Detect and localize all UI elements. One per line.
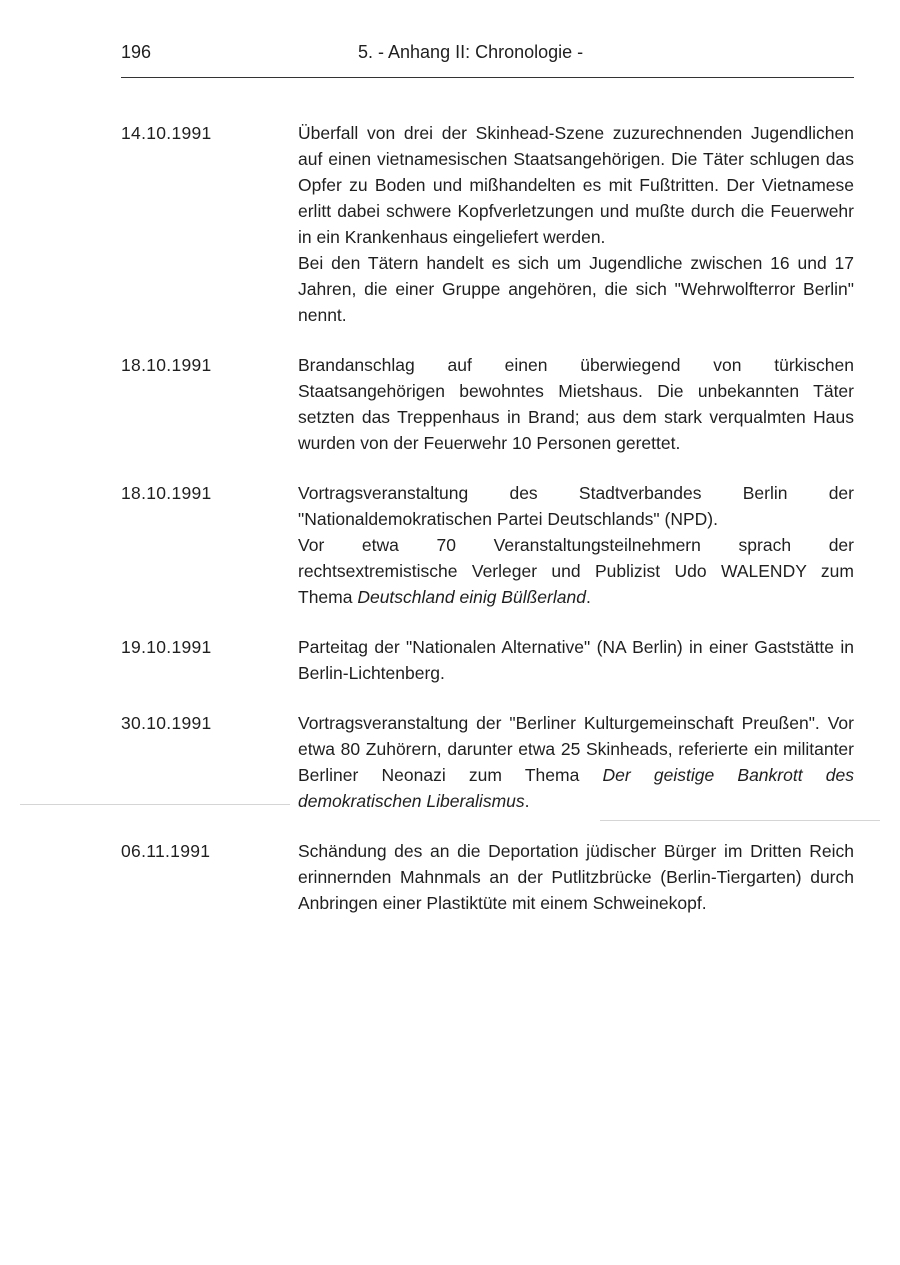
entry-date: 19.10.1991 <box>121 637 212 657</box>
lecture-topic: Deutschland einig Bülßerland <box>357 587 586 607</box>
paragraph-text: Parteitag der "Nationalen Alternative" (NA Berlin) in einer Gaststätte in Berlin-Lichtenberg. <box>298 637 854 683</box>
entry-date: 18.10.1991 <box>121 355 212 375</box>
chronology-list <box>121 120 854 940</box>
entry-description <box>298 480 854 610</box>
entry-description <box>298 352 854 456</box>
entry-description <box>298 120 854 328</box>
chronology-entry <box>121 120 854 328</box>
paragraph-tail: . <box>524 791 530 811</box>
chronology-entry <box>121 634 854 686</box>
paragraph-text: Schändung des an die Deportation jüdischer Bürger im Dritten Reich erinnernden Mahnmals an der Putlitzbrücke (Berlin-Tiergarten) durch Anbringen einer Plastiktüte mit einem Schweinekopf. <box>298 841 854 913</box>
chronology-entry <box>121 352 854 456</box>
entry-date: 30.10.1991 <box>121 713 212 733</box>
page-header <box>121 38 854 78</box>
scan-artifact-line <box>600 820 880 821</box>
paragraph-tail: . <box>585 587 591 607</box>
entry-paragraph <box>298 480 854 532</box>
entry-description <box>298 710 854 814</box>
entry-paragraph <box>298 120 854 250</box>
paragraph-text: Vor etwa 70 Veranstaltungsteilnehmern sprach der rechtsextremistische Verleger und Publizist Udo WALENDY zum Thema <box>298 535 854 607</box>
chronology-entry <box>121 480 854 610</box>
entry-paragraph <box>298 250 854 328</box>
entry-paragraph <box>298 634 854 686</box>
entry-date: 06.11.1991 <box>121 841 211 861</box>
entry-description <box>298 838 854 916</box>
entry-paragraph <box>298 838 854 916</box>
paragraph-text: Überfall von drei der Skinhead-Szene zuzurechnenden Jugendlichen auf einen vietnamesischen Staatsangehörigen. Die Täter schlugen das Opfer zu Boden und mißhandelten es mit Fußtritten. Der Vietnamese erlitt dabei schwere Kopfverletzungen und mußte durch die Feuerwehr in ein Krankenhaus eingeliefert werden. <box>298 123 854 247</box>
paragraph-text: Vortragsveranstaltung des Stadtverbandes Berlin der "Nationaldemokratischen Partei Deutschlands" (NPD). <box>298 483 854 529</box>
paragraph-text: Brandanschlag auf einen überwiegend von türkischen Staatsangehörigen bewohntes Mietshaus. Die unbekannten Täter setzten das Treppenhaus in Brand; aus dem stark verqualmten Haus wurden von der Feuerwehr 10 Personen gerettet. <box>298 355 854 453</box>
entry-description <box>298 634 854 686</box>
running-title: 5. - Anhang II: Chronologie - <box>358 42 584 62</box>
paragraph-text: Bei den Tätern handelt es sich um Jugendliche zwischen 16 und 17 Jahren, die einer Gruppe angehören, die sich "Wehrwolfterror Berlin" nennt. <box>298 253 854 325</box>
entry-date: 14.10.1991 <box>121 123 212 143</box>
scan-artifact-line <box>20 804 290 805</box>
entry-date: 18.10.1991 <box>121 483 212 503</box>
entry-paragraph <box>298 352 854 456</box>
chronology-entry <box>121 710 854 814</box>
chronology-entry <box>121 838 854 916</box>
paragraph-text: Vortragsveranstaltung der "Berliner Kulturgemeinschaft Preußen". Vor etwa 80 Zuhörern, darunter etwa 25 Skinheads, referierte ein militanter Berliner Neonazi zum Thema <box>298 713 854 785</box>
entry-paragraph <box>298 710 854 814</box>
lecture-topic: Der geistige Bankrott des demokratischen Liberalismus <box>298 765 854 811</box>
entry-paragraph <box>298 532 854 610</box>
header-rule <box>121 77 854 78</box>
page-number: 196 <box>121 42 152 62</box>
